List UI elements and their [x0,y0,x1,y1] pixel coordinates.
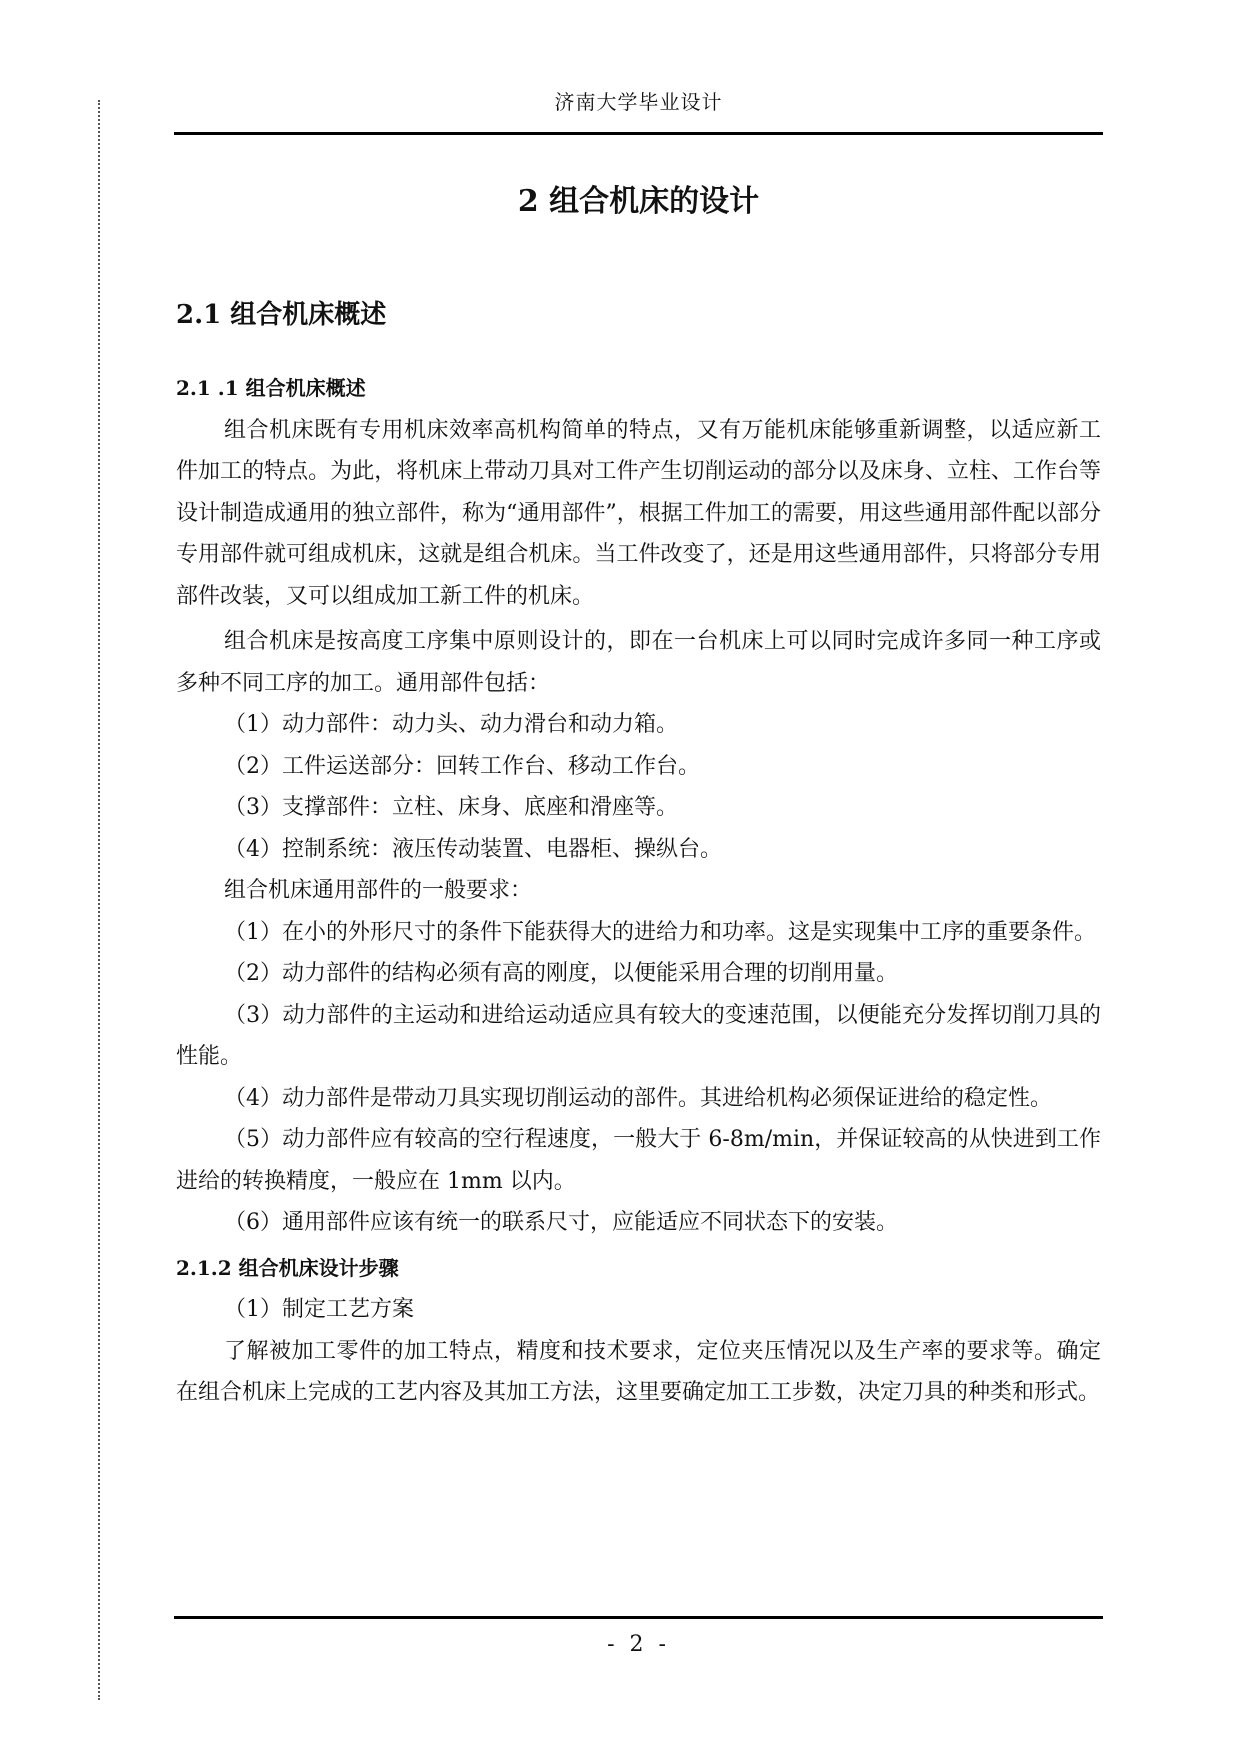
paragraph: 组合机床通用部件的一般要求： [224,878,533,903]
running-header: 济南大学毕业设计 [554,90,723,114]
chapter-title: 2 组合机床的设计 [517,184,760,219]
binding-margin-line [98,100,100,1700]
header-rule [174,132,1103,135]
list-item: （2）动力部件的结构必须有高的刚度，以便能采用合理的切削用量。 [224,961,898,986]
subsection-title-2-1-1: 2.1 .1 组合机床概述 [176,376,366,400]
list-item: （1）在小的外形尺寸的条件下能获得大的进给力和功率。这是实现集中工序的重要条件。 [224,919,1097,945]
body-text [176,368,1101,1414]
list-item: （5）动力部件应有较高的空行程速度，一般大于 6-8m/min，并保证较高的从快进到工作进给的转换精度，一般应在 1mm 以内。 [176,1127,1101,1194]
list-item: （3）动力部件的主运动和进给运动适应具有较大的变速范围，以便能充分发挥切削刀具的性能。 [176,1002,1101,1069]
list-item: （4）控制系统：液压传动装置、电器柜、操纵台。 [224,836,722,862]
list-item: （2）工件运送部分：回转工作台、移动工作台。 [224,753,700,779]
list-item: （1）制定工艺方案 [224,1297,414,1322]
page-number: - 2 - [607,1632,670,1657]
list-item: （3）支撑部件：立柱、床身、底座和滑座等。 [224,795,678,820]
footer-rule [174,1616,1103,1619]
subsection-title-2-1-2: 2.1.2 组合机床设计步骤 [176,1255,399,1280]
section-title: 2.1 组合机床概述 [176,300,387,330]
list-item: （6）通用部件应该有统一的联系尺寸，应能适应不同状态下的安装。 [224,1210,898,1235]
list-item: （1）动力部件：动力头、动力滑台和动力箱。 [224,712,678,737]
paragraph: 了解被加工零件的加工特点，精度和技术要求，定位夹压情况以及生产率的要求等。确定在组合机床上完成的工艺内容及其加工方法，这里要确定加工工步数，决定刀具的种类和形式。 [176,1338,1101,1405]
paragraph: 组合机床是按高度工序集中原则设计的，即在一台机床上可以同时完成许多同一种工序或多种不同工序的加工。通用部件包括： [176,629,1101,696]
list-item: （4）动力部件是带动刀具实现切削运动的部件。其进给机构必须保证进给的稳定性。 [224,1085,1052,1111]
paragraph: 组合机床既有专用机床效率高机构简单的特点，又有万能机床能够重新调整，以适应新工件加工的特点。为此，将机床上带动刀具对工件产生切削运动的部分以及床身、立柱、工作台等设计制造成通用的独立部件，称为“通用部件”，根据工件加工的需要，用这些通用部件配以部分专用部件就可组成机床，这就是组合机床。当工件改变了，还是用这些通用部件，只将部分专用部件改装，又可以组成加工新工件的机床。 [176,417,1101,609]
